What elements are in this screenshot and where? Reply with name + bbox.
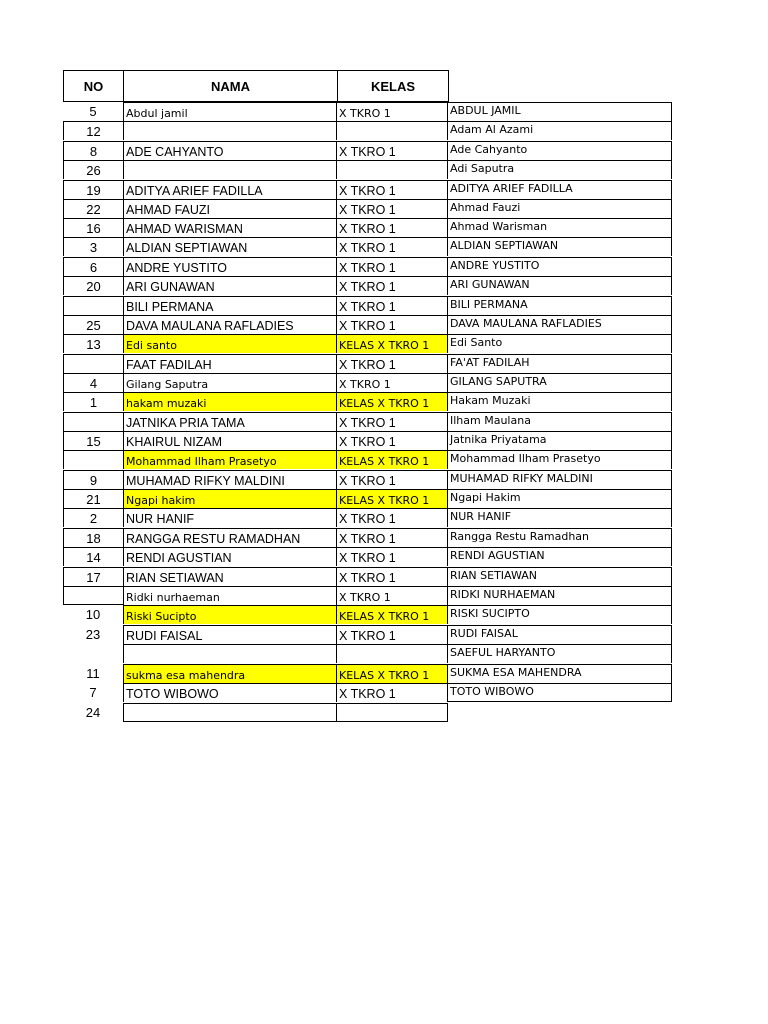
row-reference-name[interactable]: RUDI FAISAL	[448, 625, 672, 644]
header-kelas: KELAS	[337, 70, 449, 102]
row-reference-name[interactable]: Adi Saputra	[448, 160, 672, 179]
row-reference-name[interactable]: TOTO WIBOWO	[448, 683, 672, 702]
row-reference-name[interactable]: GILANG SAPUTRA	[448, 373, 672, 392]
row-reference-name[interactable]: RIAN SETIAWAN	[448, 567, 672, 586]
row-kelas[interactable]: X TKRO 1	[337, 470, 448, 489]
row-no[interactable]	[63, 644, 123, 663]
row-kelas[interactable]	[337, 703, 448, 722]
row-no[interactable]: 2	[63, 508, 123, 527]
row-kelas[interactable]: X TKRO 1	[337, 567, 448, 586]
row-no[interactable]: 21	[63, 489, 123, 508]
row-kelas[interactable]: X TKRO 1	[337, 683, 448, 702]
row-kelas[interactable]: X TKRO 1	[337, 528, 448, 547]
row-nama[interactable]	[123, 160, 337, 179]
row-no[interactable]: 19	[63, 180, 123, 199]
row-reference-name[interactable]: ALDIAN SEPTIAWAN	[448, 237, 672, 256]
row-nama[interactable]	[123, 644, 337, 663]
row-kelas[interactable]: X TKRO 1	[337, 180, 448, 199]
row-kelas[interactable]: X TKRO 1	[337, 508, 448, 527]
row-reference-name[interactable]: RIDKI NURHAEMAN	[448, 586, 672, 605]
row-no[interactable]: 15	[63, 431, 123, 450]
row-no[interactable]	[63, 296, 123, 315]
row-nama[interactable]: FAAT FADILAH	[123, 354, 337, 373]
row-no[interactable]: 7	[89, 685, 97, 701]
row-kelas[interactable]: X TKRO 1	[337, 218, 448, 237]
row-nama[interactable]: ADE CAHYANTO	[123, 141, 337, 160]
row-reference-name[interactable]: RENDI AGUSTIAN	[448, 547, 672, 566]
row-no[interactable]: 26	[63, 160, 123, 179]
row-reference-name[interactable]: ADITYA ARIEF FADILLA	[448, 180, 672, 199]
row-kelas[interactable]: X TKRO 1	[337, 431, 448, 450]
row-nama[interactable]	[123, 703, 337, 722]
row-reference-name[interactable]: ARI GUNAWAN	[448, 276, 672, 295]
row-reference-name[interactable]: Ade Cahyanto	[448, 141, 672, 160]
row-reference-name[interactable]: Rangga Restu Ramadhan	[448, 528, 672, 547]
row-reference-name[interactable]: Ahmad Fauzi	[448, 199, 672, 218]
header-no: NO	[63, 70, 124, 102]
row-no[interactable]: 13	[63, 334, 123, 353]
row-nama[interactable]: MUHAMAD RIFKY MALDINI	[123, 470, 337, 489]
row-kelas[interactable]: X TKRO 1	[337, 373, 448, 392]
row-no[interactable]: 1	[63, 392, 123, 411]
row-nama[interactable]: DAVA MAULANA RAFLADIES	[123, 315, 337, 334]
row-nama[interactable]: RANGGA RESTU RAMADHAN	[123, 528, 337, 547]
row-no[interactable]: 14	[63, 547, 123, 566]
row-kelas[interactable]: KELAS X TKRO 1	[337, 334, 448, 353]
row-kelas[interactable]: X TKRO 1	[337, 237, 448, 256]
row-nama[interactable]: RIAN SETIAWAN	[123, 567, 337, 586]
row-no[interactable]: 10	[85, 607, 101, 623]
row-nama[interactable]: Edi santo	[123, 334, 337, 353]
row-no[interactable]: 23	[85, 627, 101, 643]
row-nama[interactable]: AHMAD FAUZI	[123, 199, 337, 218]
row-reference-name[interactable]: Adam Al Azami	[448, 121, 672, 140]
row-kelas[interactable]: KELAS X TKRO 1	[337, 450, 448, 469]
row-nama[interactable]: Ridki nurhaeman	[123, 586, 337, 605]
row-no[interactable]: 20	[63, 276, 123, 295]
row-kelas[interactable]: X TKRO 1	[337, 296, 448, 315]
row-nama[interactable]: RENDI AGUSTIAN	[123, 547, 337, 566]
row-reference-name[interactable]: Ilham Maulana	[448, 412, 672, 431]
row-kelas[interactable]: X TKRO 1	[337, 625, 448, 644]
row-kelas[interactable]: X TKRO 1	[337, 276, 448, 295]
row-no[interactable]: 9	[63, 470, 123, 489]
row-reference-name[interactable]: MUHAMAD RIFKY MALDINI	[448, 470, 672, 489]
row-nama[interactable]: RUDI FAISAL	[123, 625, 337, 644]
row-kelas[interactable]: X TKRO 1	[337, 199, 448, 218]
row-reference-name[interactable]: Hakam Muzaki	[448, 392, 672, 411]
row-kelas[interactable]	[337, 160, 448, 179]
row-nama[interactable]: Abdul jamil	[123, 102, 337, 121]
row-no[interactable]: 3	[63, 237, 123, 256]
row-kelas[interactable]: X TKRO 1	[337, 102, 448, 121]
row-no[interactable]: 24	[85, 705, 101, 721]
row-kelas[interactable]: X TKRO 1	[337, 547, 448, 566]
row-no[interactable]: 17	[63, 567, 123, 586]
row-reference-name[interactable]: FA'AT FADILAH	[448, 354, 672, 373]
row-nama[interactable]: hakam muzaki	[123, 392, 337, 411]
row-no[interactable]: 25	[63, 315, 123, 334]
row-no[interactable]: 5	[89, 104, 97, 120]
row-kelas[interactable]: KELAS X TKRO 1	[337, 605, 448, 624]
row-no[interactable]: 4	[63, 373, 123, 392]
row-nama[interactable]: sukma esa mahendra	[123, 664, 337, 683]
row-nama[interactable]	[123, 121, 337, 140]
row-no[interactable]	[63, 412, 123, 431]
row-reference-name[interactable]: SAEFUL HARYANTO	[448, 644, 672, 663]
row-nama[interactable]: NUR HANIF	[123, 508, 337, 527]
row-nama[interactable]: TOTO WIBOWO	[123, 683, 337, 702]
row-nama[interactable]: KHAIRUL NIZAM	[123, 431, 337, 450]
row-nama[interactable]: AHMAD WARISMAN	[123, 218, 337, 237]
row-kelas[interactable]: X TKRO 1	[337, 412, 448, 431]
row-reference-name[interactable]: DAVA MAULANA RAFLADIES	[448, 315, 672, 334]
row-reference-name[interactable]: Jatnika Priyatama	[448, 431, 672, 450]
row-kelas[interactable]	[337, 121, 448, 140]
row-kelas[interactable]: KELAS X TKRO 1	[337, 489, 448, 508]
row-no[interactable]: 6	[63, 257, 123, 276]
row-no[interactable]: 12	[63, 121, 123, 140]
row-nama[interactable]: Gilang Saputra	[123, 373, 337, 392]
row-reference-name[interactable]: SUKMA ESA MAHENDRA	[448, 664, 672, 683]
row-reference-name[interactable]: BILI PERMANA	[448, 296, 672, 315]
row-nama[interactable]: Ngapi hakim	[123, 489, 337, 508]
row-kelas[interactable]: X TKRO 1	[337, 141, 448, 160]
row-reference-name[interactable]: Mohammad Ilham Prasetyo	[448, 450, 672, 469]
row-nama[interactable]: Riski Sucipto	[123, 605, 337, 624]
row-kelas[interactable]	[337, 644, 448, 663]
row-reference-name[interactable]: Ngapi Hakim	[448, 489, 672, 508]
row-kelas[interactable]: X TKRO 1	[337, 354, 448, 373]
row-nama[interactable]: Mohammad Ilham Prasetyo	[123, 450, 337, 469]
row-reference-name[interactable]: ANDRE YUSTITO	[448, 257, 672, 276]
row-reference-name[interactable]: ABDUL JAMIL	[448, 102, 672, 121]
row-nama[interactable]: ANDRE YUSTITO	[123, 257, 337, 276]
row-no[interactable]: 16	[63, 218, 123, 237]
row-no[interactable]: 11	[86, 666, 100, 682]
row-kelas[interactable]: X TKRO 1	[337, 315, 448, 334]
row-no[interactable]	[63, 450, 123, 469]
row-nama[interactable]: ADITYA ARIEF FADILLA	[123, 180, 337, 199]
row-reference-name[interactable]: Edi Santo	[448, 334, 672, 353]
row-nama[interactable]: BILI PERMANA	[123, 296, 337, 315]
row-reference-name[interactable]: RISKI SUCIPTO	[448, 605, 672, 624]
row-nama[interactable]: ARI GUNAWAN	[123, 276, 337, 295]
row-no[interactable]	[63, 586, 123, 605]
row-no[interactable]: 22	[63, 199, 123, 218]
row-no[interactable]: 18	[63, 528, 123, 547]
row-reference-name[interactable]: NUR HANIF	[448, 508, 672, 527]
header-nama: NAMA	[123, 70, 338, 102]
row-kelas[interactable]: KELAS X TKRO 1	[337, 664, 448, 683]
row-kelas[interactable]: KELAS X TKRO 1	[337, 392, 448, 411]
row-nama[interactable]: JATNIKA PRIA TAMA	[123, 412, 337, 431]
row-no[interactable]: 8	[63, 141, 123, 160]
row-nama[interactable]: ALDIAN SEPTIAWAN	[123, 237, 337, 256]
row-kelas[interactable]: X TKRO 1	[337, 586, 448, 605]
row-kelas[interactable]: X TKRO 1	[337, 257, 448, 276]
row-no[interactable]	[63, 354, 123, 373]
row-reference-name[interactable]: Ahmad Warisman	[448, 218, 672, 237]
